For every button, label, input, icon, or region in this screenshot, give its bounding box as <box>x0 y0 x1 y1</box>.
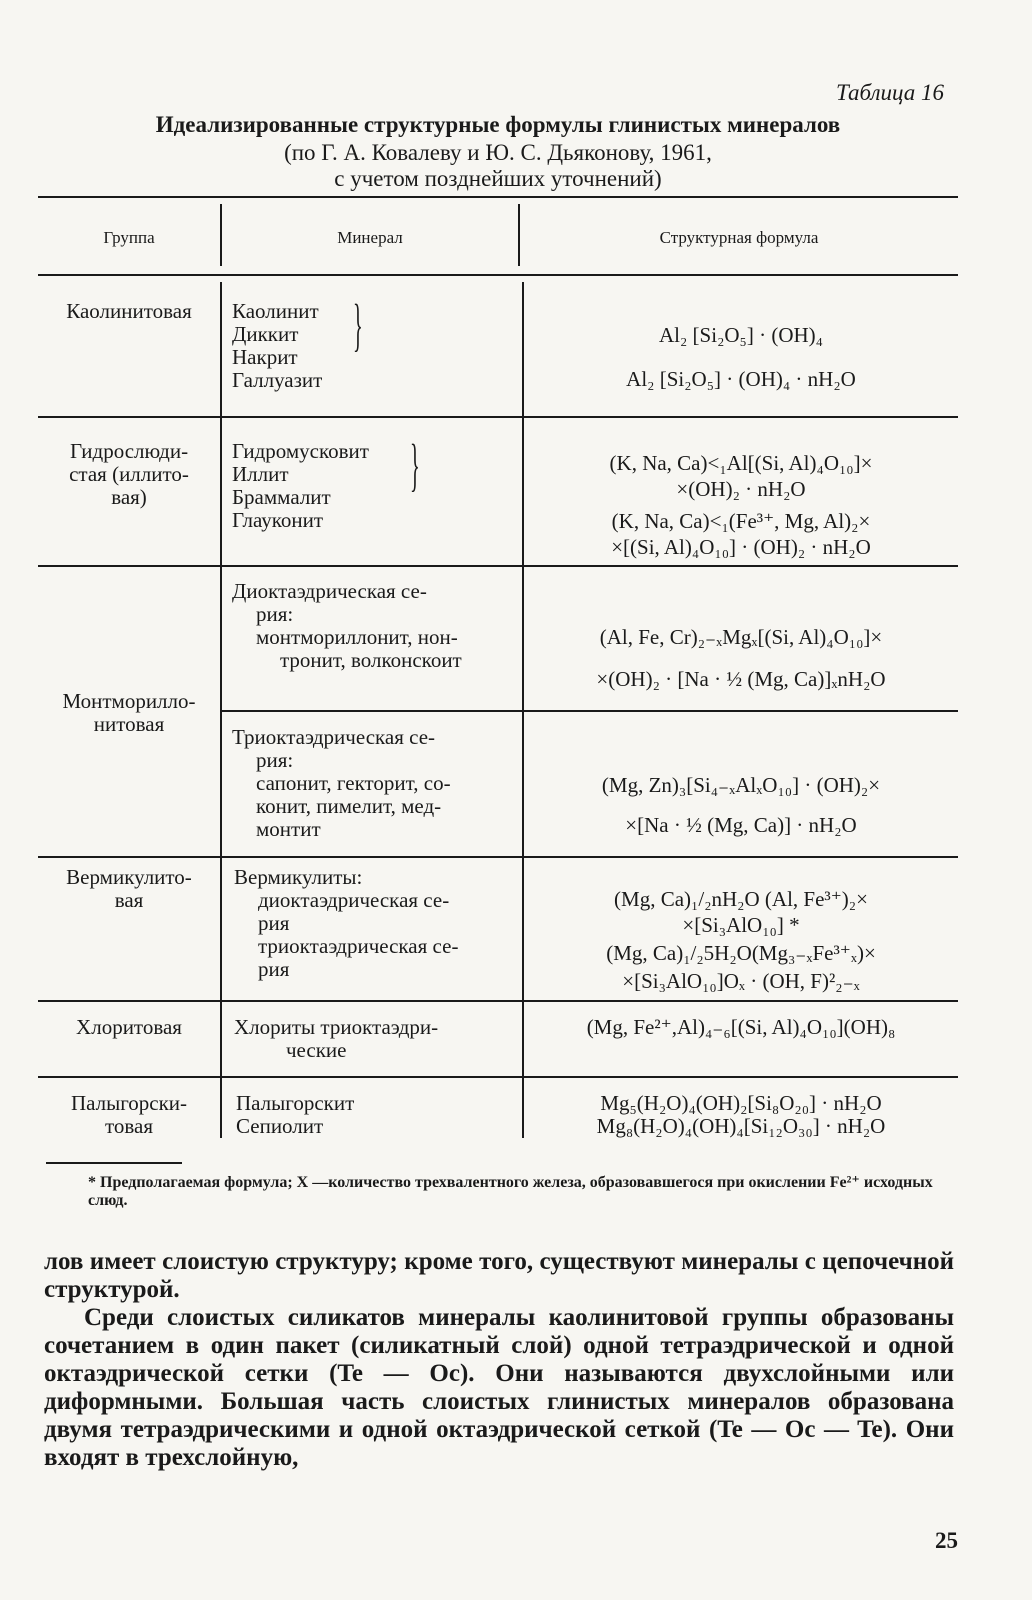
minerals-palygorskite <box>236 1092 354 1138</box>
group-line: вая <box>114 888 144 912</box>
row-divider <box>38 856 958 858</box>
formula-hydromica-4: ×[(Si, Al)₄O₁₀] · (OH)₂ · nH₂O <box>611 535 871 559</box>
mineral-line: сапонит, гекторит, со- <box>256 771 451 795</box>
formula-vermiculite-3: (Mg, Ca)₁/₂5H₂O(Mg₃₋ₓFe³⁺ₓ)× <box>606 941 876 965</box>
mineral-line: монтит <box>256 817 321 841</box>
mineral-name: Глауконит <box>232 508 324 532</box>
mineral-line: рия: <box>256 748 294 772</box>
group-kaolinite: Каолинитовая <box>66 299 192 323</box>
footnote-rule <box>46 1162 182 1164</box>
group-line: товая <box>104 1114 154 1138</box>
mineral-name: Галлуазит <box>232 368 323 392</box>
minerals-hydromica <box>232 440 369 532</box>
mineral-line: рия <box>258 957 290 981</box>
row-divider <box>38 1076 958 1078</box>
formula-chlorite: (Mg, Fe²⁺,Al)₄₋₆[(Si, Al)₄O₁₀](OH)₈ <box>586 1015 896 1039</box>
mineral-line: рия <box>258 911 290 935</box>
header-bottom-rule <box>38 274 958 276</box>
group-line: стая (иллито- <box>69 462 189 486</box>
mineral-name: Накрит <box>232 345 298 369</box>
formula-kaolinite-1: Al₂ [Si₂O₅] · (OH)₄ <box>658 323 823 347</box>
mineral-line: монтмориллонит, нон- <box>256 625 458 649</box>
formula-vermiculite-4: ×[Si₃AlO₁₀]Oₓ · (OH, F)²₂₋ₓ <box>622 969 860 993</box>
minerals-trioctahedral <box>232 726 512 841</box>
mineral-line: Триоктаэдрическая се- <box>232 725 436 749</box>
page-number: 25 <box>935 1528 958 1553</box>
curly-brace: } <box>353 292 363 357</box>
subtitle-line: (по Г. А. Ковалеву и Ю. С. Дьяконову, 1961, <box>284 140 712 165</box>
mineral-line: Хлориты триоктаэдри- <box>234 1015 439 1039</box>
book-page <box>38 0 958 1600</box>
formula-hydromica-1: (K, Na, Ca)<₁Al[(Si, Al)₄O₁₀]× <box>609 451 873 475</box>
header-group: Группа <box>103 228 155 247</box>
mineral-line: диоктаэдрическая се- <box>258 888 450 912</box>
formula-palygorskite-1: Mg₅(H₂O)₄(OH)₂[Si₈O₂₀] · nH₂O <box>600 1091 882 1115</box>
subtitle-line: с учетом позднейших уточнений) <box>334 166 662 191</box>
group-vermiculite <box>38 866 220 912</box>
minerals-dioctahedral <box>232 580 512 672</box>
group-line: вая) <box>111 485 147 509</box>
subrow-divider <box>221 710 958 712</box>
formula-vermiculite-2: ×[Si₃AlO₁₀] * <box>682 913 800 937</box>
table-number: Таблица 16 <box>835 80 944 105</box>
mineral-name: Диккит <box>232 322 299 346</box>
header-formula: Структурная формула <box>659 228 819 247</box>
mineral-line: тронит, волконскоит <box>280 648 462 672</box>
row-divider <box>38 1000 958 1002</box>
group-line: Гидрослюди- <box>69 439 189 463</box>
mineral-line: рия: <box>256 602 294 626</box>
mineral-line: ческие <box>286 1038 347 1062</box>
group-line: Вермикулито- <box>66 865 192 889</box>
col-divider <box>522 282 524 1138</box>
formula-palygorskite-2: Mg₈(H₂O)₄(OH)₄[Si₁₂O₃₀] · nH₂O <box>596 1114 886 1138</box>
table-subtitle <box>38 140 958 192</box>
group-line: Палыгорски- <box>70 1091 188 1115</box>
mineral-line: конит, пимелит, мед- <box>256 794 442 818</box>
header-mineral: Минерал <box>337 228 403 247</box>
group-montmorillonite <box>38 690 220 736</box>
mineral-name: Сепиолит <box>236 1114 324 1138</box>
table-top-rule <box>38 196 958 198</box>
minerals-kaolinite <box>232 300 322 392</box>
group-palygorskite <box>38 1092 220 1138</box>
footnote: * Предполагаемая формула; X —количество трехвалентного железа, образовавшегося при окислении Fe²⁺ исходных слюд. <box>88 1174 933 1209</box>
mineral-line: Вермикулиты: <box>234 865 363 889</box>
formula-vermiculite-1: (Mg, Ca)₁/₂nH₂O (Al, Fe³⁺)₂× <box>614 887 868 911</box>
formula-trioctahedral-1: (Mg, Zn)₃[Si₄₋ₓAlₓO₁₀] · (OH)₂× <box>601 773 881 797</box>
formula-dioctahedral-2: ×(OH)₂ · [Na · ½ (Mg, Ca)]ₓnH₂O <box>596 667 886 691</box>
table-title: Идеализированные структурные формулы глинистых минералов <box>155 112 841 137</box>
formula-dioctahedral-1: (Al, Fe, Cr)₂₋ₓMgₓ[(Si, Al)₄O₁₀]× <box>599 625 883 649</box>
group-chlorite: Хлоритовая <box>76 1015 182 1039</box>
group-line: нитовая <box>93 712 165 736</box>
minerals-vermiculite <box>234 866 514 981</box>
mineral-name: Гидромусковит <box>232 439 369 463</box>
mineral-line: Диоктаэдрическая се- <box>232 579 427 603</box>
paragraph: лов имеет слоистую структуру; кроме того, существуют минералы с цепочечной структурой. <box>44 1248 954 1303</box>
paragraph: Среди слоистых силикатов минералы каолинитовой группы образованы сочетанием в один пакет (силикатный слой) одной тетраэдрической и одной октаэдрической сетки (Te — Oc). Они называются двухслойными или диформными. Большая часть слоистых глинистых минералов образована двумя тетраэдрическими и одной октаэдрической сеткой (Te — Oc — Te). Они входят в трехслойную, <box>44 1304 954 1471</box>
formula-trioctahedral-2: ×[Na · ½ (Mg, Ca)] · nH₂O <box>625 813 857 837</box>
col-divider <box>220 282 222 1138</box>
group-hydromica <box>38 440 220 509</box>
row-divider <box>38 416 958 418</box>
mineral-name: Браммалит <box>232 485 331 509</box>
mineral-name: Иллит <box>232 462 289 486</box>
mineral-name: Каолинит <box>232 299 319 323</box>
body-text <box>44 1248 954 1472</box>
formula-hydromica-3: (K, Na, Ca)<₁(Fe³⁺, Mg, Al)₂× <box>611 509 871 533</box>
minerals-chlorite <box>234 1016 516 1062</box>
row-divider <box>38 565 958 567</box>
mineral-line: триоктаэдрическая се- <box>258 934 459 958</box>
group-line: Монтморилло- <box>62 689 196 713</box>
mineral-name: Палыгорскит <box>236 1091 355 1115</box>
curly-brace: } <box>410 432 420 497</box>
formula-kaolinite-2: Al₂ [Si₂O₅] · (OH)₄ · nH₂O <box>626 367 856 391</box>
formula-hydromica-2: ×(OH)₂ · nH₂O <box>676 477 806 501</box>
